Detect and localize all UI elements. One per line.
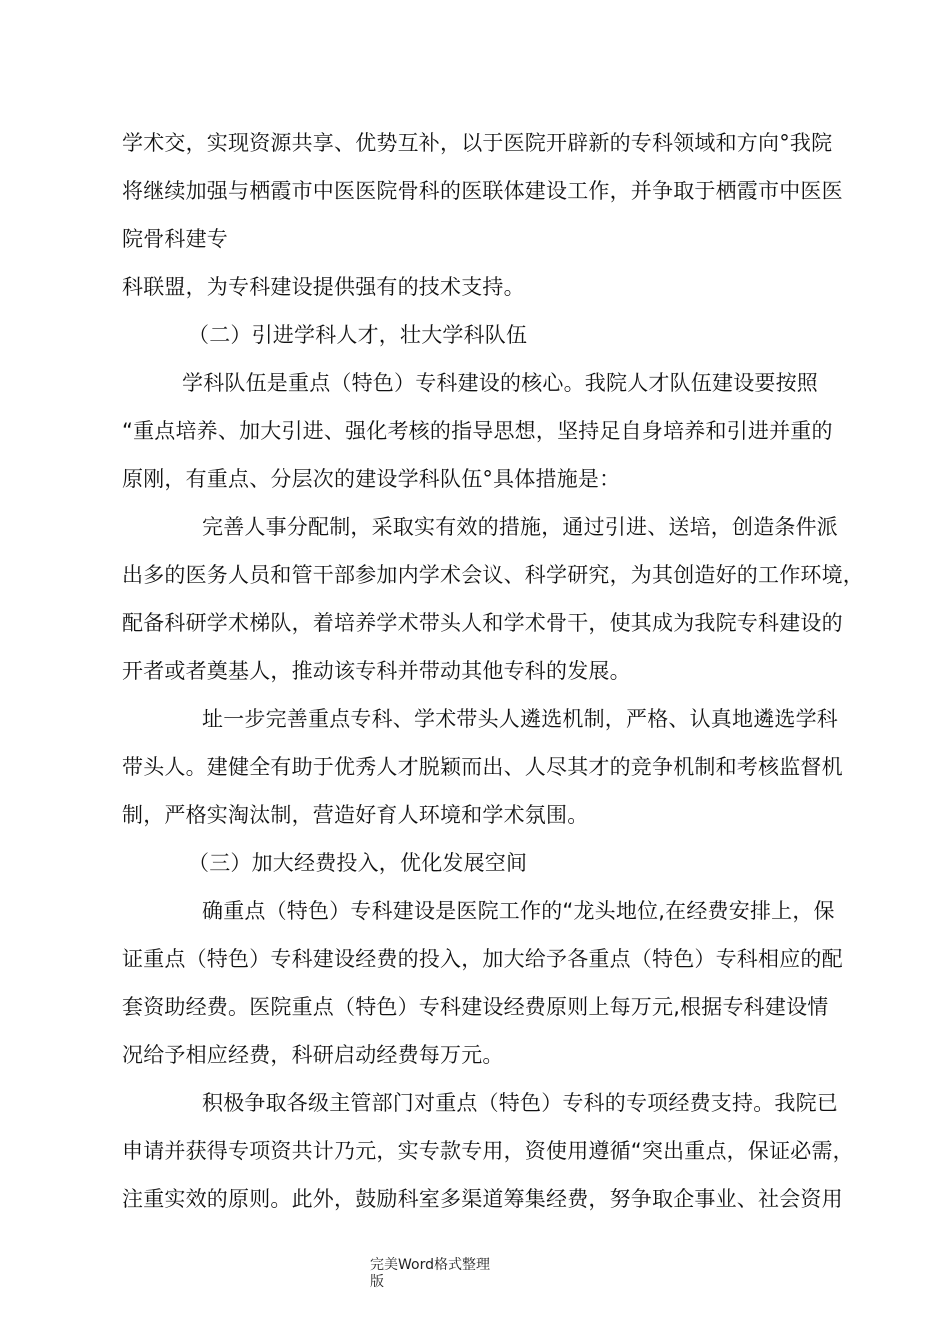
body-line: 制，严格实淘汰制，营造好育人环境和学术氛围。 xyxy=(122,803,589,827)
body-line: 注重实效的原则。此外，鼓励科室多渠道筹集经费，努争取企事业、社会资用 xyxy=(122,1187,843,1211)
body-line: 科联盟，为专科建设提供强有的技术支持。 xyxy=(122,275,525,299)
body-line: 址一步完善重点专科、学术带头人遴选机制，严格、认真地遴选学科 xyxy=(202,707,838,731)
body-line: 况给予相应经费，科研启动经费每万元。 xyxy=(122,1043,504,1067)
body-line: 证重点（特色）专科建设经费的投入，加大给予各重点（特色）专科相应的配 xyxy=(122,947,843,971)
body-line: 学科队伍是重点（特色）专科建设的核心。我院人才队伍建设要按照 xyxy=(182,371,818,395)
body-line: 套资助经费。医院重点（特色）专科建设经费原则上每万元,根据专科建设情 xyxy=(122,995,829,1019)
body-line: 带头人。建健全有助于优秀人才脱颖而出、人尽其才的竞争机制和考核监督机 xyxy=(122,755,843,779)
body-line: “重点培养、加大引进、强化考核的指导思想，坚持足自身培养和引进并重的 xyxy=(122,419,833,443)
body-line: 出多的医务人员和管干部参加内学术会议、科学研究，为其创造好的工作环境， xyxy=(122,563,864,587)
body-line: 配备科研学术梯队，着培养学术带头人和学术骨干，使其成为我院专科建设的 xyxy=(122,611,843,635)
body-line: 原刚，有重点、分层次的建设学科队伍°具体措施是： xyxy=(122,467,621,491)
body-line: 积极争取各级主管部门对重点（特色）专科的专项经费支持。我院已 xyxy=(202,1091,838,1115)
section-heading: （三）加大经费投入，优化发展空间 xyxy=(188,851,528,875)
body-line: 完善人事分配制，采取实有效的措施，通过引进、送培，创造条件派 xyxy=(202,515,838,539)
body-line: 院骨科建专 xyxy=(122,227,228,251)
footer-text: 完美Word格式整理 xyxy=(370,1257,490,1273)
body-line: 申请并获得专项资共计乃元，实专款专用，资使用遵循“突出重点，保证必需， xyxy=(122,1139,854,1163)
body-line: 学术交，实现资源共享、优势互补，以于医院开辟新的专科领域和方向°我院 xyxy=(122,131,833,155)
section-heading: （二）引进学科人才，壮大学科队伍 xyxy=(188,323,528,347)
footer-text: 版 xyxy=(370,1274,384,1290)
body-line: 开者或者奠基人，推动该专科并带动其他专科的发展。 xyxy=(122,659,631,683)
body-line: 确重点（特色）专科建设是医院工作的“龙头地位,在经费安排上，保 xyxy=(202,899,835,923)
body-line: 将继续加强与栖霞市中医医院骨科的医联体建设工作，并争取于栖霞市中医医 xyxy=(122,179,843,203)
